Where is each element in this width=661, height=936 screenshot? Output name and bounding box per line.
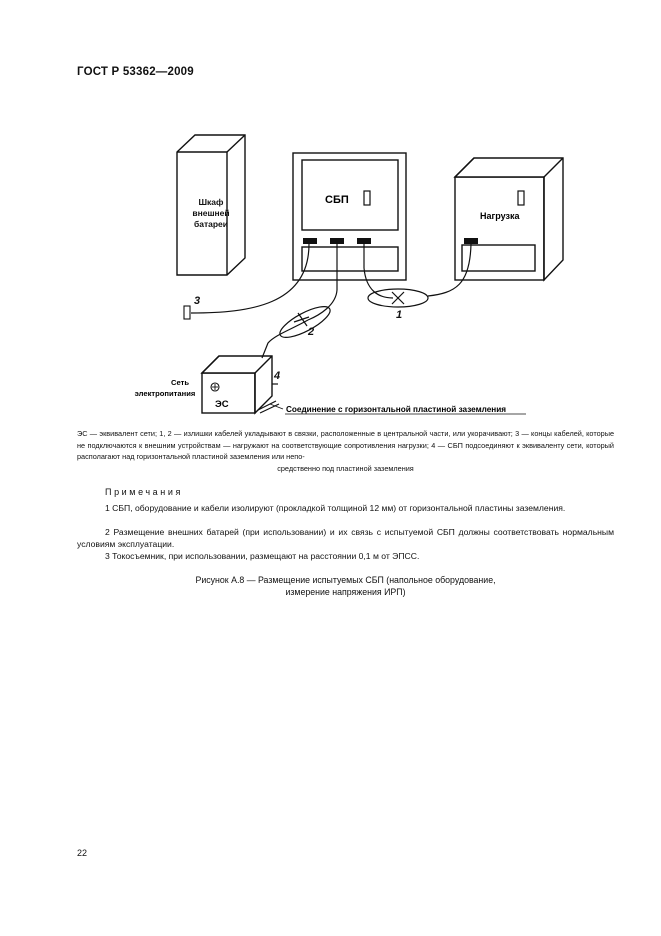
- callout-4: 4: [274, 370, 281, 382]
- sbp-unit: [293, 153, 406, 280]
- es-box: [202, 356, 272, 413]
- notes-title: Примечания: [105, 487, 183, 497]
- note-2: 2 Размещение внешних батарей (при использовании) и их связь с испытуемой СБП должны соответствовать нормальным условиям эксплуатации.: [77, 527, 614, 549]
- page-number: 22: [77, 848, 88, 858]
- mains-label-line-2: электропитания: [134, 389, 196, 398]
- callout-2: 2: [308, 326, 315, 338]
- cabinet-label-line-3: батареи: [193, 219, 229, 229]
- legend-last-line: средственно под пластиной заземления: [277, 463, 414, 473]
- callout-3: 3: [194, 295, 201, 307]
- cabinet-label-line-2: внешней: [192, 208, 230, 218]
- placement-diagram: [0, 0, 661, 430]
- figure-legend: [77, 428, 614, 474]
- callout-1: 1: [396, 309, 403, 321]
- es-label: ЭС: [215, 399, 229, 410]
- figure-caption: [77, 574, 614, 598]
- ground-connection-label: Соединение с горизонтальной пластиной заземления: [286, 405, 507, 414]
- sbp-label: СБП: [325, 194, 349, 206]
- load-label: Нагрузка: [480, 211, 520, 221]
- mains-label-line-1: Сеть: [171, 378, 189, 387]
- caption-line-2: измерение напряжения ИРП): [285, 587, 406, 597]
- cabinet-label-line-1: Шкаф: [198, 197, 224, 207]
- note-1: 1 СБП, оборудование и кабели изолируют (прокладкой толщиной 12 мм) от горизонтальной пластины заземления.: [105, 503, 566, 513]
- caption-line-1: Рисунок А.8 — Размещение испытуемых СБП (напольное оборудование,: [195, 575, 496, 585]
- page-header-title: ГОСТ Р 53362—2009: [77, 66, 194, 78]
- note-3: 3 Токосъемник, при использовании, размещают на расстоянии 0,1 м от ЭПСС.: [105, 551, 420, 561]
- legend-text: ЭС — эквивалент сети; 1, 2 — излишки кабелей укладывают в связки, расположенные в центральной части, или укорачивают; 3 — концы кабелей, которые не подключаются к внешним устройствам — нагружают на соответствующие сопротивления нагрузки; 4 — СБП подсоединяют к эквиваленту сети, который располагают над горизонтальной пластиной заземления или непо-: [77, 429, 614, 461]
